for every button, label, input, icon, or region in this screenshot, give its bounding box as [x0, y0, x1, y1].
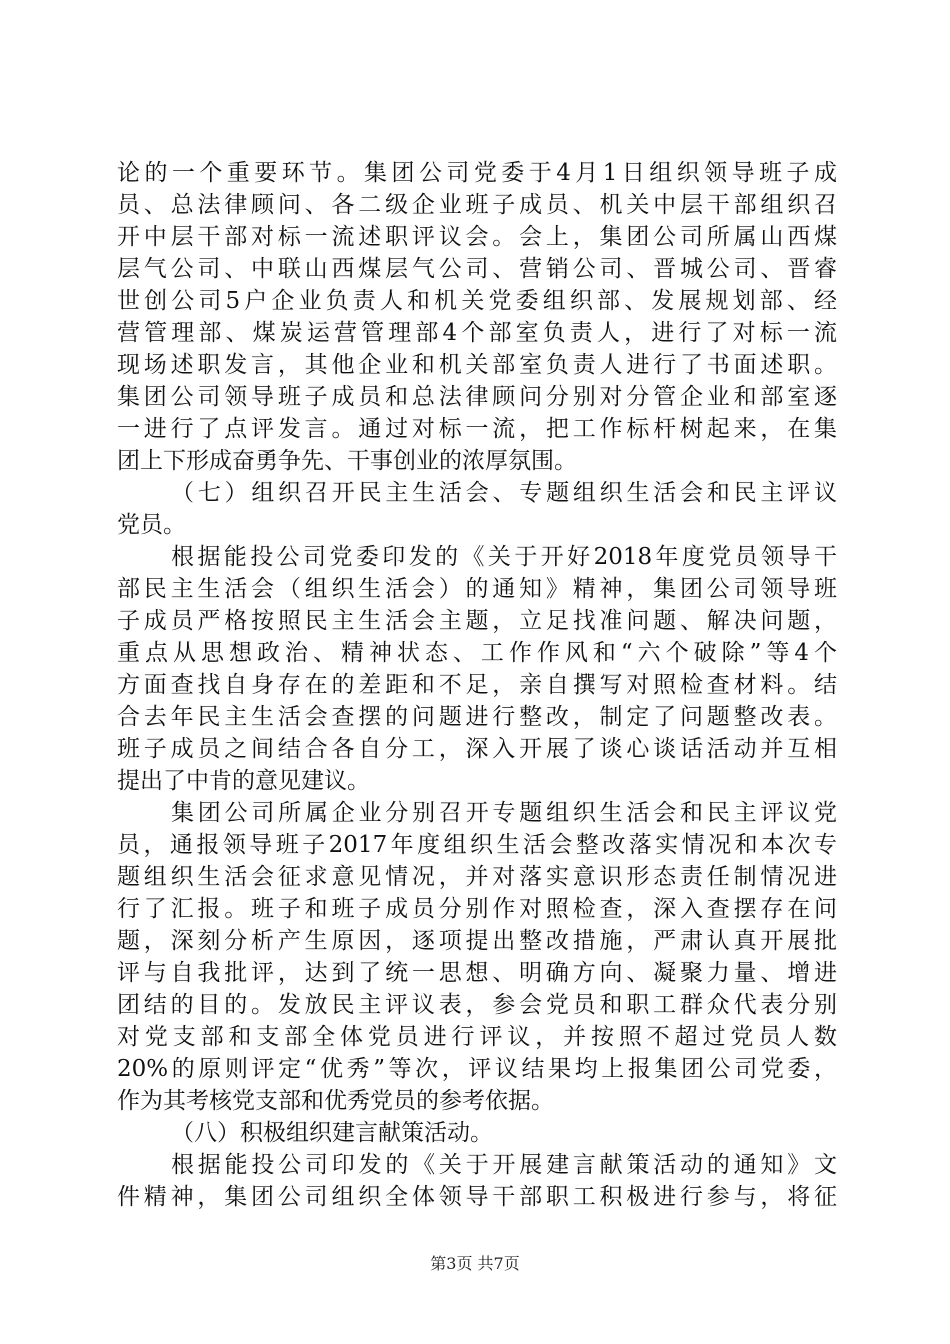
paragraph-line: 现场述职发言，其他企业和机关部室负责人进行了书面述职。 — [117, 352, 837, 378]
paragraph-line: 提出了中肯的意见建议。 — [117, 768, 370, 794]
paragraph-line: 子成员严格按照民主生活会主题，立足找准问题、解决问题， — [117, 608, 837, 634]
section-heading-seven: （七）组织召开民主生活会、专题组织生活会和民主评议 — [171, 480, 837, 506]
paragraph-line: 根据能投公司党委印发的《关于开好2018年度党员领导干 — [171, 544, 837, 570]
section-heading-seven-continued: 党员。 — [117, 512, 186, 538]
paragraph-line: 对党支部和支部全体党员进行评议，并按照不超过党员人数 — [117, 1024, 837, 1050]
paragraph-line: 题，深刻分析产生原因，逐项提出整改措施，严肃认真开展批 — [117, 928, 837, 954]
paragraph-line: 集团公司所属企业分别召开专题组织生活会和民主评议党 — [171, 800, 837, 826]
paragraph-line: 题组织生活会征求意见情况，并对落实意识形态责任制情况进 — [117, 864, 837, 890]
page-number-footer: 第3页 共7页 — [430, 1254, 520, 1273]
paragraph-line: 班子成员之间结合各自分工，深入开展了谈心谈话活动并互相 — [117, 736, 837, 762]
paragraph-line: 集团公司领导班子成员和总法律顾问分别对分管企业和部室逐 — [117, 384, 837, 410]
paragraph-line: 团上下形成奋勇争先、干事创业的浓厚氛围。 — [117, 448, 577, 474]
paragraph-line: 营管理部、煤炭运营管理部4个部室负责人，进行了对标一流 — [117, 320, 837, 346]
paragraph-line: 世创公司5户企业负责人和机关党委组织部、发展规划部、经 — [117, 288, 837, 314]
paragraph-line: 重点从思想政治、精神状态、工作作风和“六个破除”等4个 — [117, 640, 837, 666]
paragraph-line: 一进行了点评发言。通过对标一流，把工作标杆树起来，在集 — [117, 416, 837, 442]
paragraph-line: 部民主生活会（组织生活会）的通知》精神，集团公司领导班 — [117, 576, 837, 602]
paragraph-line: 件精神，集团公司组织全体领导干部职工积极进行参与，将征 — [117, 1184, 837, 1210]
paragraph-line: 评与自我批评，达到了统一思想、明确方向、凝聚力量、增进 — [117, 960, 837, 986]
section-heading-eight: （八）积极组织建言献策活动。 — [171, 1120, 493, 1146]
paragraph-line: 合去年民主生活会查摆的问题进行整改，制定了问题整改表。 — [117, 704, 837, 730]
paragraph-line: 员、总法律顾问、各二级企业班子成员、机关中层干部组织召 — [117, 192, 837, 218]
paragraph-line: 开中层干部对标一流述职评议会。会上，集团公司所属山西煤 — [117, 224, 837, 250]
paragraph-line: 团结的目的。发放民主评议表，参会党员和职工群众代表分别 — [117, 992, 837, 1018]
paragraph-line: 方面查找自身存在的差距和不足，亲自撰写对照检查材料。结 — [117, 672, 837, 698]
paragraph-line: 根据能投公司印发的《关于开展建言献策活动的通知》文 — [171, 1152, 837, 1178]
paragraph-line: 行了汇报。班子和班子成员分别作对照检查，深入查摆存在问 — [117, 896, 837, 922]
paragraph-line: 作为其考核党支部和优秀党员的参考依据。 — [117, 1088, 554, 1114]
paragraph-line: 20%的原则评定“优秀”等次，评议结果均上报集团公司党委， — [117, 1056, 837, 1082]
paragraph-line: 层气公司、中联山西煤层气公司、营销公司、晋城公司、晋睿 — [117, 256, 837, 282]
paragraph-line: 论的一个重要环节。集团公司党委于4月1日组织领导班子成 — [117, 160, 837, 186]
paragraph-line: 员，通报领导班子2017年度组织生活会整改落实情况和本次专 — [117, 832, 837, 858]
